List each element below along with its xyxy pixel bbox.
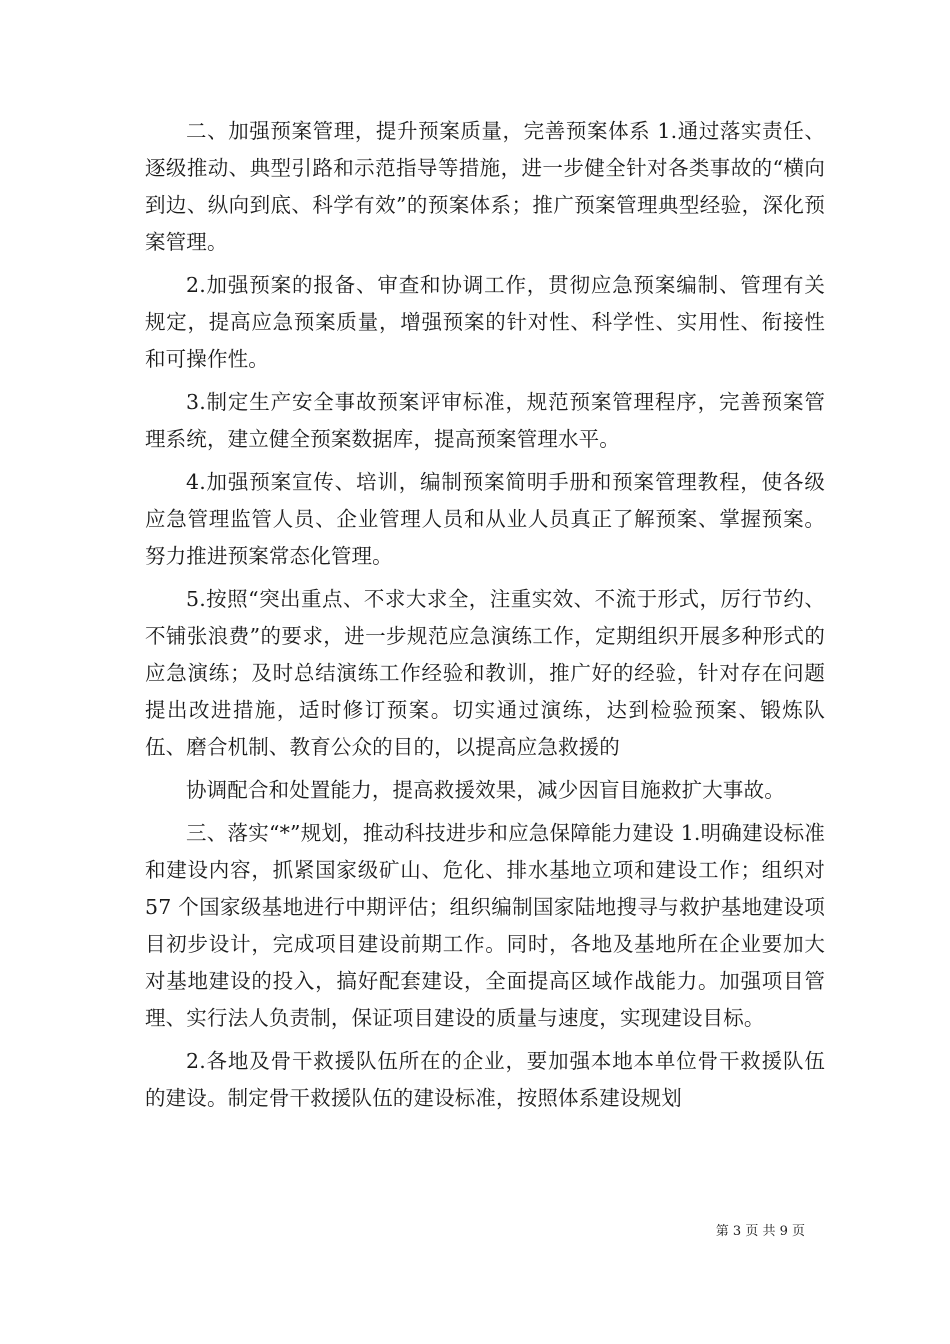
paragraph: 二、加强预案管理，提升预案质量，完善预案体系 1.通过落实责任、逐级推动、典型引路和示范指导等措施，进一步健全针对各类事故的“横向到边、纵向到底、科学有效”的预案体系；推广预案管理典型经验，深化预案管理。	[145, 119, 825, 254]
paragraph: 协调配合和处置能力，提高救援效果，减少因盲目施救扩大事故。	[186, 778, 785, 802]
paragraph: 3.制定生产安全事故预案评审标准，规范预案管理程序，完善预案管理系统，建立健全预案数据库，提高预案管理水平。	[145, 390, 825, 451]
document-body	[145, 113, 825, 1123]
paragraph: 5.按照“突出重点、不求大求全，注重实效、不流于形式，厉行节约、不铺张浪费”的要求，进一步规范应急演练工作，定期组织开展多种形式的应急演练；及时总结演练工作经验和教训，推广好的经验，针对存在问题提出改进措施，适时修订预案。切实通过演练，达到检验预案、锻炼队伍、磨合机制、教育公众的目的，以提高应急救援的	[145, 587, 825, 759]
paragraph: 2.各地及骨干救援队伍所在的企业，要加强本地本单位骨干救援队伍的建设。制定骨干救援队伍的建设标准，按照体系建设规划	[145, 1049, 825, 1110]
page-number: 第 3 页 共 9 页	[715, 1224, 805, 1239]
paragraph: 2.加强预案的报备、审查和协调工作，贯彻应急预案编制、管理有关规定，提高应急预案质量，增强预案的针对性、科学性、实用性、衔接性和可操作性。	[145, 273, 825, 371]
paragraph: 三、落实“*”规划，推动科技进步和应急保障能力建设 1.明确建设标准和建设内容，抓紧国家级矿山、危化、排水基地立项和建设工作；组织对 57 个国家级基地进行中期评估；组织编制国家陆地搜寻与救护基地建设项目初步设计，完成项目建设前期工作。同时，各地及基地所在企业要加大对基地建设的投入，搞好配套建设，全面提高区域作战能力。加强项目管理、实行法人负责制，保证项目建设的质量与速度，实现建设目标。	[145, 821, 825, 1030]
paragraph: 4.加强预案宣传、培训，编制预案简明手册和预案管理教程，使各级应急管理监管人员、企业管理人员和从业人员真正了解预案、掌握预案。努力推进预案常态化管理。	[145, 470, 825, 568]
